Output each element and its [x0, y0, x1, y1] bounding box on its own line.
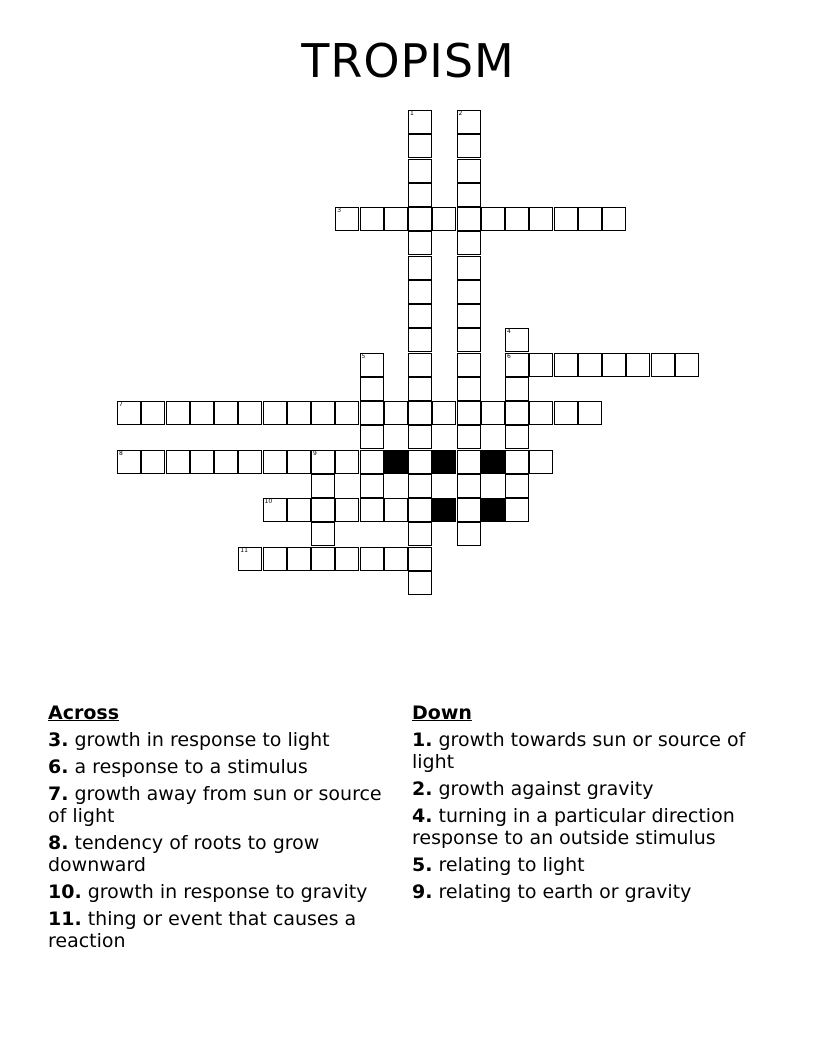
grid-cell[interactable]	[457, 183, 481, 207]
grid-cell[interactable]	[384, 207, 408, 231]
grid-cell[interactable]	[481, 401, 505, 425]
grid-cell[interactable]	[505, 474, 529, 498]
grid-cell[interactable]	[457, 134, 481, 158]
grid-cell[interactable]	[190, 450, 214, 474]
grid-cell[interactable]	[335, 207, 359, 231]
grid-cell[interactable]	[360, 498, 384, 522]
grid-cell[interactable]	[457, 498, 481, 522]
grid-cell[interactable]	[311, 401, 335, 425]
grid-cell[interactable]	[505, 498, 529, 522]
clue-number-label: 3	[337, 207, 342, 214]
clue-text: growth in response to gravity	[87, 881, 368, 903]
clue-number-label: 10	[264, 498, 273, 505]
black-cell	[432, 450, 456, 474]
grid-cell[interactable]	[335, 450, 359, 474]
grid-cell[interactable]	[384, 401, 408, 425]
grid-cell[interactable]	[408, 474, 432, 498]
black-cell	[432, 498, 456, 522]
grid-cell[interactable]	[117, 450, 141, 474]
grid-cell[interactable]	[238, 401, 262, 425]
grid-cell[interactable]	[408, 450, 432, 474]
grid-cell[interactable]	[505, 207, 529, 231]
grid-cell[interactable]	[578, 353, 602, 377]
clue-number-label: 5	[361, 352, 366, 360]
across-clue	[48, 783, 400, 827]
grid-cell[interactable]	[408, 571, 432, 595]
clue-text: growth in response to light	[74, 729, 330, 751]
clue-text: thing or event that causes a reaction	[48, 908, 357, 952]
down-heading: Down	[412, 702, 472, 724]
grid-cell[interactable]	[457, 256, 481, 280]
grid-cell[interactable]	[408, 159, 432, 183]
grid-cell[interactable]	[529, 353, 553, 377]
grid-cell[interactable]	[408, 353, 432, 377]
grid-cell[interactable]	[408, 377, 432, 401]
grid-cell[interactable]	[457, 425, 481, 449]
grid-cell[interactable]	[408, 256, 432, 280]
grid-cell[interactable]	[238, 450, 262, 474]
grid-cell[interactable]	[554, 353, 578, 377]
clue-text: turning in a particular direction response to an outside stimulus	[412, 805, 735, 849]
grid-cell[interactable]	[141, 401, 165, 425]
clue-number-label: 8	[119, 449, 123, 457]
grid-cell[interactable]	[360, 353, 384, 377]
grid-cell[interactable]	[529, 207, 553, 231]
grid-cell[interactable]	[457, 401, 481, 425]
grid-cell[interactable]	[505, 401, 529, 425]
grid-cell[interactable]	[117, 401, 141, 425]
grid-cell[interactable]	[432, 401, 456, 425]
grid-cell[interactable]	[554, 207, 578, 231]
clue-number-label: 2	[458, 110, 463, 117]
down-clue	[412, 805, 762, 849]
clue-text: growth against gravity	[438, 778, 654, 800]
grid-cell[interactable]	[457, 304, 481, 328]
grid-cell[interactable]	[408, 231, 432, 255]
grid-cell[interactable]	[457, 450, 481, 474]
clue-number: 7.	[48, 783, 69, 805]
clue-number-label: 7	[119, 401, 123, 408]
grid-cell[interactable]	[311, 498, 335, 522]
clue-text: tendency of roots to grow downward	[48, 832, 320, 876]
grid-cell[interactable]	[457, 159, 481, 183]
across-clue	[48, 832, 400, 876]
grid-cell[interactable]	[626, 353, 650, 377]
across-clues	[48, 702, 400, 957]
grid-cell[interactable]	[214, 450, 238, 474]
grid-cell[interactable]	[263, 450, 287, 474]
grid-cell[interactable]	[408, 498, 432, 522]
grid-cell[interactable]	[408, 522, 432, 546]
down-clue	[412, 854, 762, 876]
clue-number-label: 6	[507, 352, 511, 360]
grid-cell[interactable]	[602, 207, 626, 231]
grid-cell[interactable]	[457, 522, 481, 546]
clue-number-label: 9	[313, 449, 317, 457]
grid-cell[interactable]	[457, 328, 481, 352]
clue-number: 9.	[412, 881, 433, 903]
grid-cell[interactable]	[505, 450, 529, 474]
grid-cell[interactable]	[408, 425, 432, 449]
clue-number: 8.	[48, 832, 69, 854]
grid-cell[interactable]	[675, 353, 699, 377]
clue-number: 1.	[412, 729, 433, 751]
clue-text: growth away from sun or source of light	[48, 783, 382, 827]
grid-cell[interactable]	[457, 474, 481, 498]
clue-number: 6.	[48, 756, 69, 778]
grid-cell[interactable]	[360, 401, 384, 425]
black-cell	[384, 450, 408, 474]
grid-cell[interactable]	[360, 450, 384, 474]
clue-number: 4.	[412, 805, 433, 827]
clue-number: 3.	[48, 729, 69, 751]
grid-cell[interactable]	[141, 450, 165, 474]
clue-number-label: 4	[507, 328, 511, 336]
grid-cell[interactable]	[408, 183, 432, 207]
grid-cell[interactable]	[287, 498, 311, 522]
grid-cell[interactable]	[457, 353, 481, 377]
grid-cell[interactable]	[529, 450, 553, 474]
clue-number: 5.	[412, 854, 433, 876]
grid-cell[interactable]	[311, 522, 335, 546]
grid-cell[interactable]	[408, 328, 432, 352]
grid-cell[interactable]	[408, 207, 432, 231]
clue-number: 11.	[48, 908, 82, 930]
across-clue	[48, 756, 400, 778]
grid-cell[interactable]	[529, 401, 553, 425]
grid-cell[interactable]	[311, 474, 335, 498]
across-heading: Across	[48, 702, 120, 724]
grid-cell[interactable]	[505, 328, 529, 352]
grid-cell[interactable]	[360, 207, 384, 231]
grid-cell[interactable]	[505, 377, 529, 401]
down-clue	[412, 778, 762, 800]
grid-cell[interactable]	[457, 207, 481, 231]
grid-cell[interactable]	[263, 498, 287, 522]
grid-cell[interactable]	[457, 377, 481, 401]
grid-cell[interactable]	[408, 304, 432, 328]
clue-number: 2.	[412, 778, 433, 800]
grid-cell[interactable]	[651, 353, 675, 377]
clue-text: growth towards sun or source of light	[412, 729, 746, 773]
grid-cell[interactable]	[457, 110, 481, 134]
grid-cell[interactable]	[578, 401, 602, 425]
grid-cell[interactable]	[287, 450, 311, 474]
across-clue	[48, 881, 400, 903]
across-clue	[48, 729, 400, 751]
grid-cell[interactable]	[166, 450, 190, 474]
puzzle-title: TROPISM	[301, 34, 515, 88]
grid-cell[interactable]	[554, 401, 578, 425]
grid-cell[interactable]	[360, 474, 384, 498]
grid-cell[interactable]	[408, 134, 432, 158]
black-cell	[481, 498, 505, 522]
grid-cell[interactable]	[457, 231, 481, 255]
black-cell	[481, 450, 505, 474]
clue-text: relating to earth or gravity	[438, 881, 692, 903]
grid-cell[interactable]	[360, 547, 384, 571]
clue-number-label: 1	[410, 110, 414, 117]
clue-number: 10.	[48, 881, 82, 903]
grid-cell[interactable]	[190, 401, 214, 425]
grid-cell[interactable]	[384, 547, 408, 571]
grid-cell[interactable]	[384, 498, 408, 522]
grid-cell[interactable]	[408, 401, 432, 425]
clue-text: relating to light	[438, 854, 585, 876]
grid-cell[interactable]	[505, 425, 529, 449]
grid-cell[interactable]	[287, 401, 311, 425]
grid-cell[interactable]	[335, 547, 359, 571]
down-clue	[412, 729, 762, 773]
grid-cell[interactable]	[335, 401, 359, 425]
grid-cell[interactable]	[360, 377, 384, 401]
grid-cell[interactable]	[311, 547, 335, 571]
grid-cell[interactable]	[238, 547, 262, 571]
grid-cell[interactable]	[287, 547, 311, 571]
grid-cell[interactable]	[166, 401, 190, 425]
grid-cell[interactable]	[408, 547, 432, 571]
clue-number-label: 11	[240, 546, 248, 554]
grid-cell[interactable]	[263, 547, 287, 571]
down-clues	[412, 702, 762, 908]
grid-cell[interactable]	[432, 207, 456, 231]
clue-text: a response to a stimulus	[74, 756, 308, 778]
grid-cell[interactable]	[263, 401, 287, 425]
grid-cell[interactable]	[602, 353, 626, 377]
down-clue	[412, 881, 762, 903]
grid-cell[interactable]	[214, 401, 238, 425]
grid-cell[interactable]	[360, 425, 384, 449]
grid-cell[interactable]	[505, 353, 529, 377]
grid-cell[interactable]	[311, 450, 335, 474]
across-clue	[48, 908, 400, 952]
grid-cell[interactable]	[335, 498, 359, 522]
grid-cell[interactable]	[578, 207, 602, 231]
grid-cell[interactable]	[481, 207, 505, 231]
grid-cell[interactable]	[408, 280, 432, 304]
grid-cell[interactable]	[408, 110, 432, 134]
grid-cell[interactable]	[457, 280, 481, 304]
